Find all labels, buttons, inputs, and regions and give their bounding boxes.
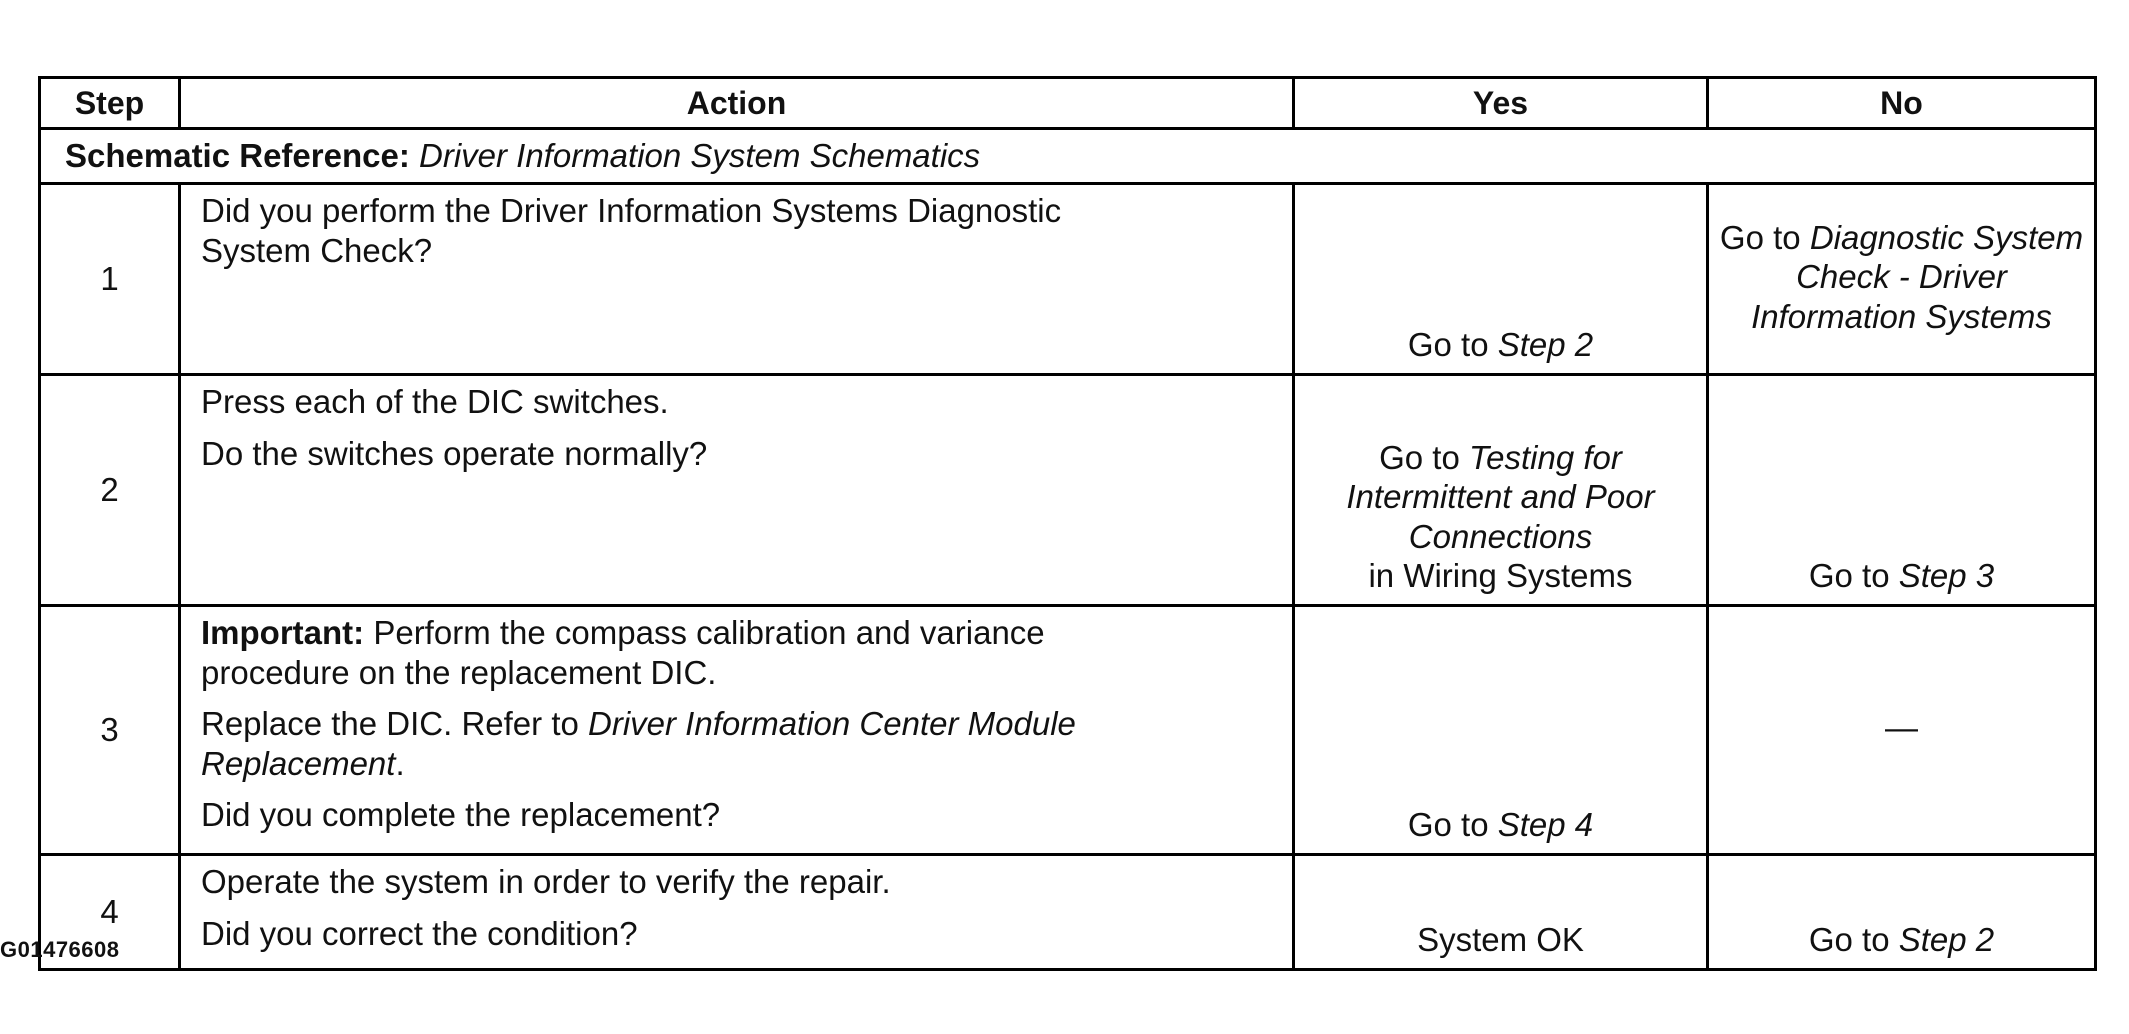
no-prefix: Go to <box>1808 921 1890 959</box>
yes-cell <box>1294 855 1708 970</box>
important-text: Perform the compass calibration and variance procedure on the replacement DIC. <box>201 614 1045 691</box>
step-number: 4 <box>40 855 180 970</box>
table-row <box>40 375 2096 606</box>
action-prefix: Replace the DIC. Refer to <box>201 705 579 743</box>
header-yes: Yes <box>1294 78 1708 129</box>
no-link[interactable]: Step 3 <box>1898 557 1995 595</box>
important-label: Important: <box>201 614 365 651</box>
no-value: — <box>1885 709 1918 747</box>
step-number: 2 <box>40 375 180 606</box>
table-row <box>40 855 2096 970</box>
figure-id: G01476608 <box>0 937 120 962</box>
important-note <box>201 613 1161 692</box>
action-text: Did you perform the Driver Information Systems Diagnostic System Check? <box>201 192 1062 269</box>
header-step: Step <box>40 78 180 129</box>
action-text <box>201 704 1201 783</box>
action-cell <box>180 606 1294 855</box>
yes-prefix: Go to <box>1407 806 1489 844</box>
schematic-reference-row <box>40 129 2096 184</box>
header-row <box>40 78 2096 129</box>
yes-prefix: Go to <box>1379 438 1460 476</box>
schematic-reference-link[interactable]: Driver Information System Schematics <box>419 137 981 175</box>
action-question: Did you correct the condition? <box>201 914 638 952</box>
action-cell <box>180 184 1294 375</box>
diagnostic-table <box>38 76 2097 971</box>
schematic-reference-cell <box>40 129 2096 184</box>
action-link[interactable]: Driver Information Center Module Replacement <box>201 705 1076 782</box>
action-question: Do the switches operate normally? <box>201 434 708 472</box>
action-suffix: . <box>395 744 405 782</box>
no-cell <box>1708 375 2096 606</box>
schematic-reference-label: Schematic Reference: <box>65 137 410 175</box>
yes-cell <box>1294 375 1708 606</box>
action-cell <box>180 375 1294 606</box>
no-prefix: Go to <box>1808 557 1890 595</box>
step-number: 3 <box>40 606 180 855</box>
yes-link[interactable]: Testing for Intermittent and Poor Connections <box>1346 438 1655 555</box>
yes-value: System OK <box>1417 921 1584 959</box>
yes-prefix: Go to <box>1407 326 1489 364</box>
yes-link[interactable]: Step 4 <box>1497 806 1594 844</box>
no-link[interactable]: Diagnostic System Check - Driver Information Systems <box>1751 218 2084 335</box>
table-row <box>40 606 2096 855</box>
action-question: Did you complete the replacement? <box>201 796 721 834</box>
table-row <box>40 184 2096 375</box>
action-text: Press each of the DIC switches. <box>201 383 669 420</box>
header-no: No <box>1708 78 2096 129</box>
action-cell <box>180 855 1294 970</box>
yes-cell <box>1294 184 1708 375</box>
no-prefix: Go to <box>1719 218 1801 256</box>
no-link[interactable]: Step 2 <box>1898 921 1995 959</box>
yes-suffix: in Wiring Systems <box>1368 557 1633 595</box>
no-cell <box>1708 606 2096 855</box>
yes-cell <box>1294 606 1708 855</box>
no-cell <box>1708 855 2096 970</box>
yes-link[interactable]: Step 2 <box>1497 326 1594 364</box>
no-cell <box>1708 184 2096 375</box>
action-text: Operate the system in order to verify the repair. <box>201 863 891 900</box>
header-action: Action <box>180 78 1294 129</box>
step-number: 1 <box>40 184 180 375</box>
